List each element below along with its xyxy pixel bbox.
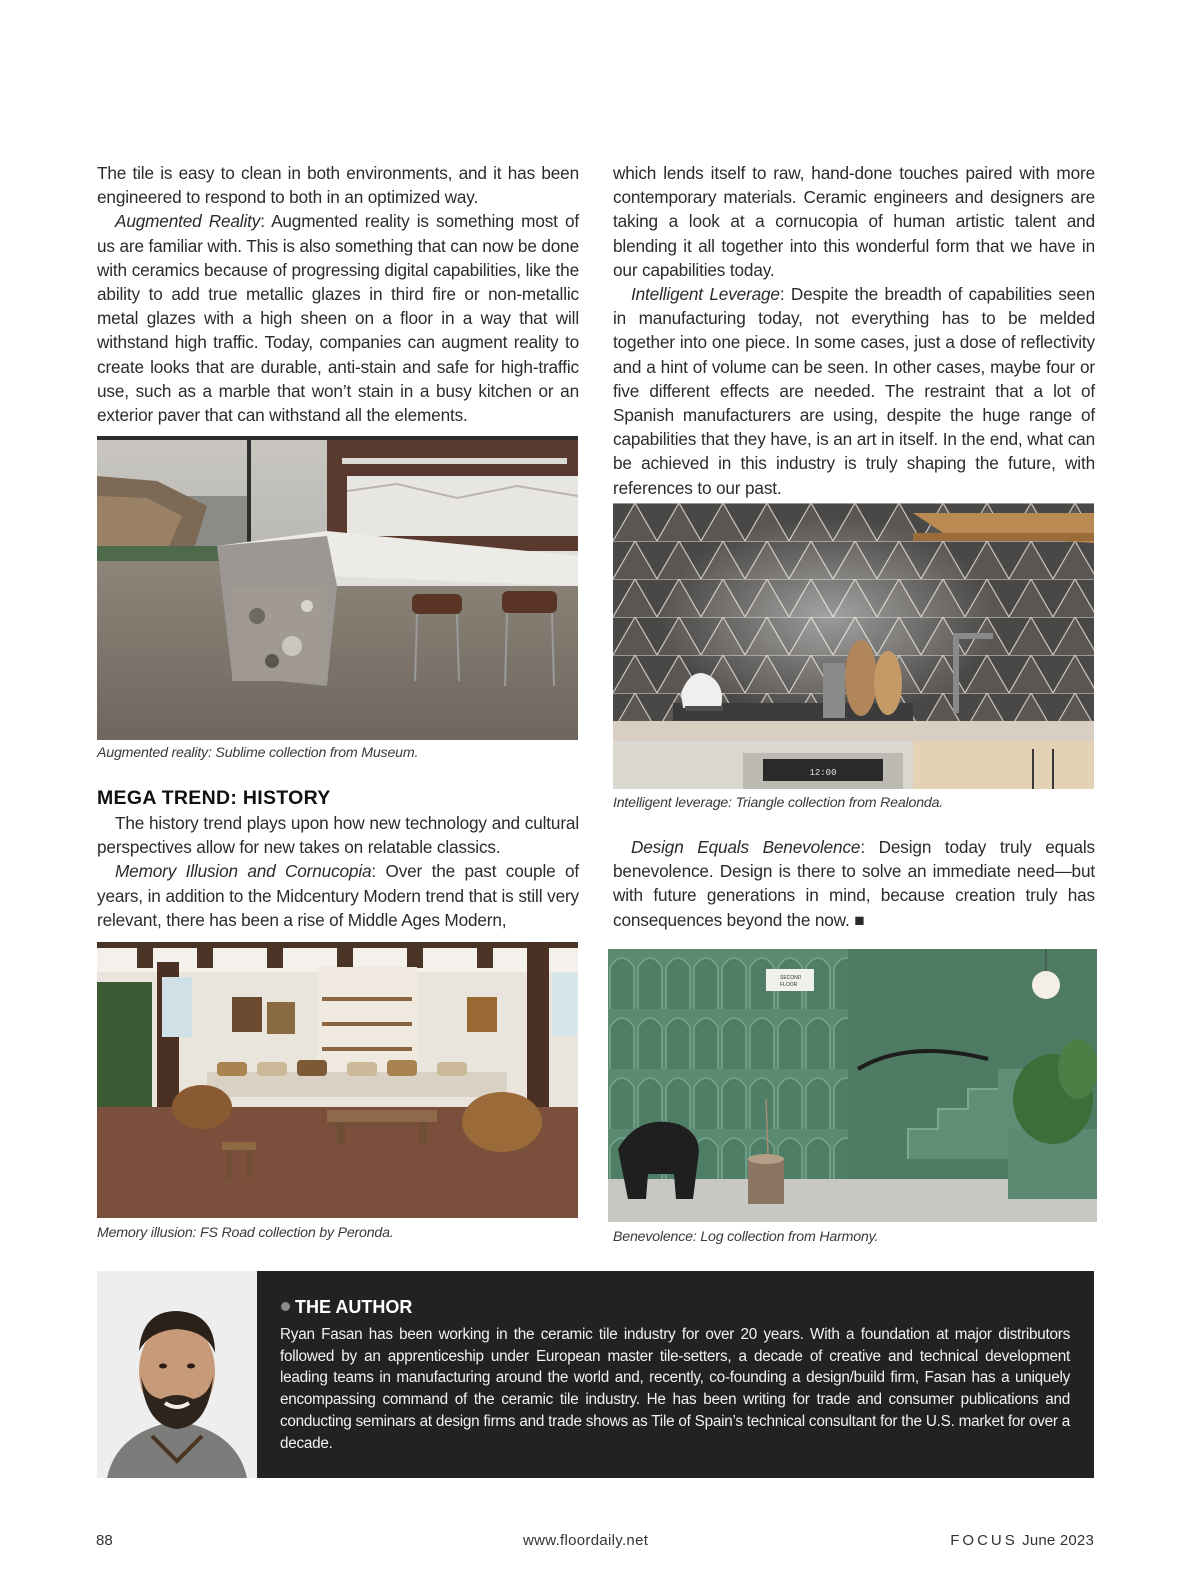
paragraph-lead: Memory Illusion and Cornucopia — [115, 861, 372, 882]
page-number: 88 — [96, 1532, 113, 1549]
section-heading: MEGA TREND: HISTORY — [97, 787, 331, 809]
left-column-text-bottom — [97, 811, 579, 932]
paragraph-lead: Augmented Reality — [115, 211, 261, 232]
issue-date: June 2023 — [1022, 1532, 1094, 1549]
paragraph-body: : Despite the breadth of capabilities seen in manufacturing today, not everything has to be melded together into one piece. In some cases, just a dose of reflectivity and a hint of volume can be seen. In other cases, maybe four or five different effects are needed. The restraint that a lot of Spanish manufacturers are using, despite the huge range of capabilities that they have, is an art in itself. In the end, what can be achieved in this industry is truly shaping the future, with references to our past. — [613, 284, 1095, 498]
paragraph-body: : Over the past couple of years, in addition to the Midcentury Modern trend that is still very relevant, there has been a rise of Middle Ages Modern, — [97, 861, 579, 930]
sign-text-line1: SECOND — [780, 975, 802, 981]
author-photo — [97, 1271, 257, 1478]
caption-memory-illusion: Memory illusion: FS Road collection by Peronda. — [97, 1225, 394, 1241]
caption-intelligent-leverage: Intelligent leverage: Triangle collection from Realonda. — [613, 795, 944, 811]
author-bio: Ryan Fasan has been working in the ceramic tile industry for over 20 years. With a foundation at major distributors followed by an apprenticeship under European master tile-setters, a decade of creative and technical development leading teams in manufacturing around the world and, recently, co-founding a design/build firm, Fasan has a uniquely encompassing command of the ceramic tile industry. He has been writing for trade and consumer publications and conducting seminars at design firms and trade shows as Tile of Spain’s technical consultant for the U.S. market for over a decade. — [280, 1326, 1070, 1452]
paragraph-lead: Design Equals Benevolence — [631, 837, 861, 857]
photo-augmented-reality-kitchen — [97, 436, 578, 740]
photo-memory-illusion-living-room — [97, 942, 578, 1218]
left-column-text-top — [97, 161, 579, 427]
right-column-text-top — [613, 161, 1095, 500]
caption-augmented-reality: Augmented reality: Sublime collection from Museum. — [97, 745, 419, 761]
bullet-dot-icon — [281, 1302, 290, 1311]
author-heading — [281, 1297, 412, 1318]
paragraph-body: : Design today truly equals benevolence. Design is there to solve an immediate need—but with future generations in mind, because creation truly has consequences beyond the now. ■ — [613, 837, 1095, 930]
oven-display: 12:00 — [809, 768, 837, 778]
author-heading-label: THE AUTHOR — [295, 1297, 413, 1317]
magazine-name: FOCUS — [950, 1532, 1018, 1549]
caption-benevolence: Benevolence: Log collection from Harmony. — [613, 1229, 879, 1245]
photo-intelligent-leverage-kitchen — [613, 503, 1094, 789]
photo-benevolence-green-stairwell — [608, 949, 1097, 1222]
author-box — [97, 1271, 1094, 1478]
paragraph — [613, 835, 1095, 932]
footer-url[interactable]: www.floordaily.net — [523, 1532, 649, 1549]
sign-text-line2: FLOOR — [780, 982, 798, 988]
paragraph: The tile is easy to clean in both environments, and it has been engineered to respond to both in an optimized way. — [97, 163, 579, 208]
paragraph — [613, 282, 1095, 500]
right-column-text-bottom — [613, 835, 1095, 932]
paragraph-body: : Augmented reality is something most of us are familiar with. This is also something that can now be done with ceramics because of progressing digital capabilities, like the ability to add true metallic glazes in third fire or non-metallic metal glazes with a high sheen on a floor in a way that will withstand high traffic. Today, companies can augment reality to create looks that are durable, anti-stain and safe for high-traffic use, such as a marble that won’t stain in a busy kitchen or an exterior paver that can withstand all the elements. — [97, 211, 579, 426]
paragraph-lead: Intelligent Leverage — [631, 284, 780, 305]
footer-issue — [950, 1532, 1094, 1549]
paragraph — [97, 859, 579, 932]
paragraph: which lends itself to raw, hand-done touches paired with more contemporary materials. Ceramic engineers and designers are taking a look at a cornucopia of human artistic talent and blending it all together into this wonderful form that we have in our capabilities today. — [613, 163, 1095, 280]
paragraph — [97, 209, 579, 427]
paragraph: The history trend plays upon how new technology and cultural perspectives allow for new takes on relatable classics. — [97, 813, 579, 858]
